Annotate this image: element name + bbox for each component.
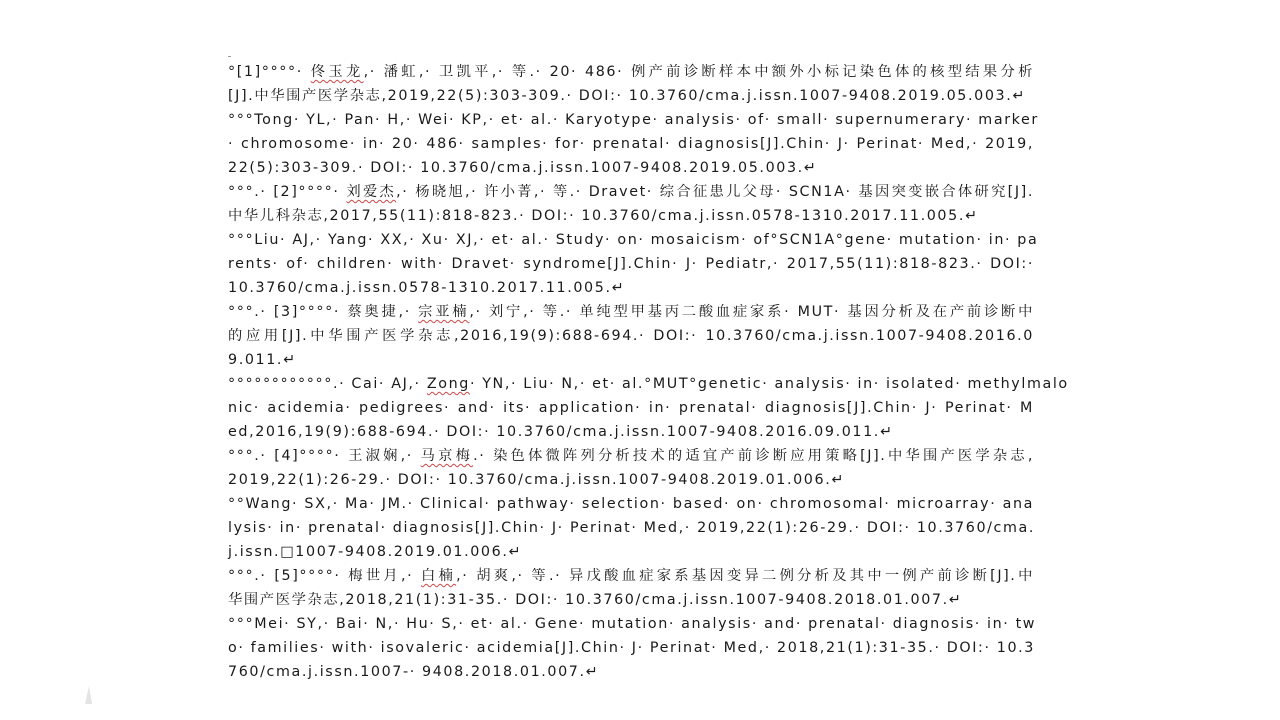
spellcheck-underline: 刘爱杰 (346, 184, 397, 200)
text-line[interactable]: 10.3760/cma.j.issn.0578-1310.2017.11.005.↵ (228, 280, 626, 296)
text-line[interactable]: °°°°°°°°°°°°.· Cai· AJ,· Zong· YN,· Liu· N,· et· al.°MUT°genetic· analysis· in· isolated· methylmalo (228, 376, 1069, 392)
text-line[interactable]: 9.011.↵ (228, 352, 297, 368)
spellcheck-underline: 白楠 (421, 568, 457, 584)
text-line[interactable]: °[1]°°°°· 佟玉龙,· 潘虹,· 卫凯平,· 等.· 20· 486· 例产前诊断样本中额外小标记染色体的核型结果分析 (228, 64, 1034, 80)
text-line[interactable]: 中华儿科杂志,2017,55(11):818-823.· DOI:· 10.3760/cma.j.issn.0578-1310.2017.11.005.↵ (228, 208, 979, 224)
cursor-mark (85, 686, 92, 704)
spellcheck-underline: Zong (426, 376, 470, 392)
text-line[interactable]: °°°Liu· AJ,· Yang· XX,· Xu· XJ,· et· al.· Study· on· mosaicism· of°SCN1A°gene· mutation· in· pa (228, 232, 1039, 248)
text-line[interactable]: °°°Tong· YL,· Pan· H,· Wei· KP,· et· al.· Karyotype· analysis· of· small· supernumerary· marker (228, 112, 1039, 128)
text-line[interactable]: °°Wang· SX,· Ma· JM.· Clinical· pathway· selection· based· on· chromosomal· microarray· ana (228, 496, 1034, 512)
text-line[interactable]: rents· of· children· with· Dravet· syndrome[J].Chin· J· Pediatr,· 2017,55(11):818-823.· DOI:· (228, 256, 1034, 272)
text-line[interactable]: o· families· with· isovaleric· acidemia[J].Chin· J· Perinat· Med,· 2018,21(1):31-35.· DOI:· 10.3 (228, 640, 1035, 656)
text-line[interactable]: lysis· in· prenatal· diagnosis[J].Chin· J· Perinat· Med,· 2019,22(1):26-29.· DOI:· 10.3760/cma. (228, 520, 1036, 536)
text-line[interactable]: [J].中华围产医学杂志,2019,22(5):303-309.· DOI:· 10.3760/cma.j.issn.1007-9408.2019.05.003.↵ (228, 88, 1026, 104)
paragraph-mark (228, 56, 231, 57)
text-line[interactable]: 22(5):303-309.· DOI:· 10.3760/cma.j.issn.1007-9408.2019.05.003.↵ (228, 160, 818, 176)
text-line[interactable]: °°°.· [4]°°°°· 王淑娴,· 马京梅.· 染色体微阵列分析技术的适宜产前诊断应用策略[J].中华围产医学杂志, (228, 448, 1034, 464)
text-line[interactable]: 华围产医学杂志,2018,21(1):31-35.· DOI:· 10.3760/cma.j.issn.1007-9408.2018.01.007.↵ (228, 592, 963, 608)
text-line[interactable]: 2019,22(1):26-29.· DOI:· 10.3760/cma.j.issn.1007-9408.2019.01.006.↵ (228, 472, 845, 488)
spellcheck-underline: 佟玉龙 (310, 64, 364, 80)
spellcheck-underline: 宗亚楠 (418, 304, 470, 320)
text-line[interactable]: 760/cma.j.issn.1007-· 9408.2018.01.007.↵ (228, 664, 600, 680)
text-line[interactable]: °°°Mei· SY,· Bai· N,· Hu· S,· et· al.· Gene· mutation· analysis· and· prenatal· diagnosis· in· tw (228, 616, 1037, 632)
text-line[interactable]: j.issn.□1007-9408.2019.01.006.↵ (228, 544, 523, 560)
text-line[interactable]: °°°.· [2]°°°°· 刘爱杰,· 杨晓旭,· 许小菁,· 等.· Dravet· 综合征患儿父母· SCN1A· 基因突变嵌合体研究[J]. (228, 184, 1034, 200)
text-line[interactable]: °°°.· [5]°°°°· 梅世月,· 白楠,· 胡爽,· 等.· 异戊酸血症家系基因变异二例分析及其中一例产前诊断[J].中 (228, 568, 1035, 584)
text-line[interactable]: °°°.· [3]°°°°· 蔡奥捷,· 宗亚楠,· 刘宁,· 等.· 单纯型甲基丙二酸血症家系· MUT· 基因分析及在产前诊断中 (228, 304, 1034, 320)
reference-list[interactable] (228, 60, 1069, 684)
text-line[interactable]: ed,2016,19(9):688-694.· DOI:· 10.3760/cma.j.issn.1007-9408.2016.09.011.↵ (228, 424, 894, 440)
text-line[interactable]: · chromosome· in· 20· 486· samples· for· prenatal· diagnosis[J].Chin· J· Perinat· Med,· 2019, (228, 136, 1034, 152)
text-line[interactable]: 的应用[J].中华围产医学杂志,2016,19(9):688-694.· DOI:· 10.3760/cma.j.issn.1007-9408.2016.0 (228, 328, 1034, 344)
text-line[interactable]: nic· acidemia· pedigrees· and· its· application· in· prenatal· diagnosis[J].Chin· J· Perinat· M (228, 400, 1034, 416)
spellcheck-underline: 马京梅 (420, 448, 474, 464)
